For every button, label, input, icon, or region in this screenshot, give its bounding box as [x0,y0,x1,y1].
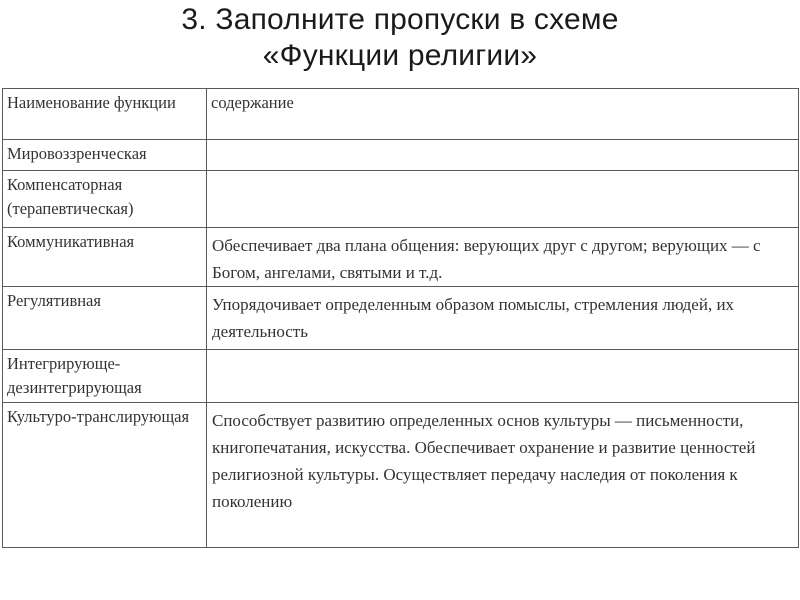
table-row [3,228,799,287]
slide-title-line-2: «Функции религии» [262,39,538,72]
function-content-cell-empty[interactable] [207,171,799,228]
slide-title [0,2,800,74]
function-name-cell [3,140,207,171]
header-cell-content [207,89,799,140]
function-content-cell [207,403,799,548]
religion-functions-table [2,88,799,548]
function-name-text: Культуро-транслирующая [7,407,190,426]
function-name-text: Интегрирующе-дезинтегрирующая [7,354,142,397]
function-content-cell [207,287,799,350]
function-name-cell [3,287,207,350]
function-name-text: Мировоззренческая [7,144,147,163]
table-header-row [3,89,799,140]
function-content-text: Способствует развитию определенных основ культуры — письменности, книгопечатания, искусства. Обеспечивает охранение и развитие ценностей религиозной культуры. Осуществляет передачу наследия от поколения к поколению [212,411,756,511]
table-row [3,287,799,350]
table-row [3,140,799,171]
function-content-text: Обеспечивает два плана общения: верующих друг с другом; верующих — с Богом, ангелами, святыми и т.д. [212,236,761,282]
header-content-text: содержание [211,93,294,112]
table-row [3,171,799,228]
function-name-text: Компенсаторная (терапевтическая) [7,175,134,218]
function-name-text: Регулятивная [7,291,101,310]
function-content-text: Упорядочивает определенным образом помыслы, стремления людей, их деятельность [212,295,735,341]
header-cell-function-name [3,89,207,140]
function-name-text: Коммуникативная [7,232,135,251]
header-function-name-text: Наименование функции [7,93,176,112]
function-name-cell [3,350,207,403]
function-content-cell [207,228,799,287]
function-content-cell-empty[interactable] [207,350,799,403]
function-name-cell [3,171,207,228]
slide-title-line-1: 3. Заполните пропуски в схеме [181,3,619,36]
function-content-cell-empty[interactable] [207,140,799,171]
table-row [3,350,799,403]
table-row [3,403,799,548]
function-name-cell [3,403,207,548]
function-name-cell [3,228,207,287]
